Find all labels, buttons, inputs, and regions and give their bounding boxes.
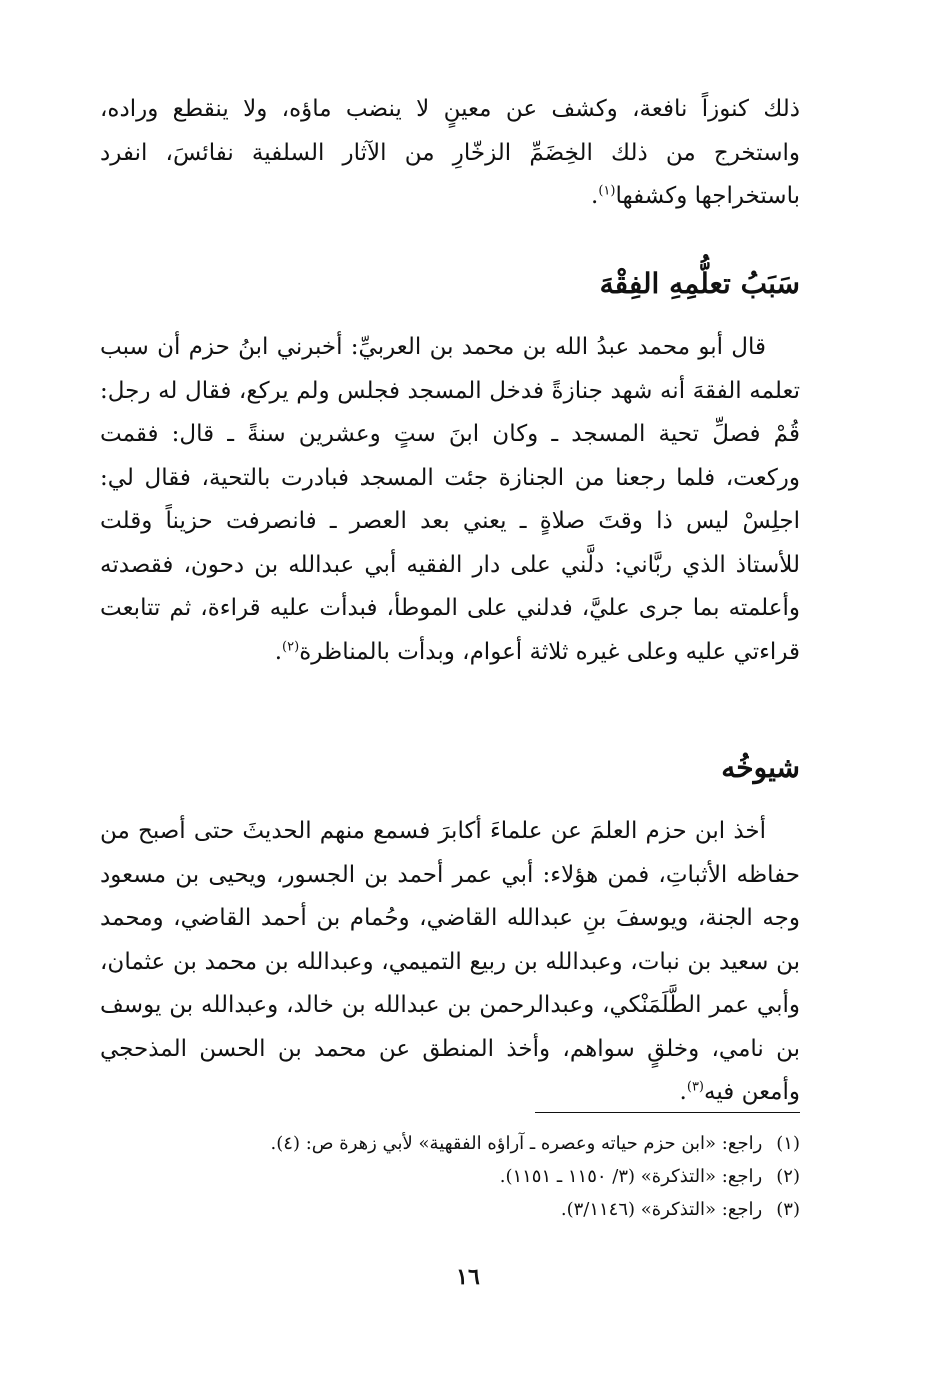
footnote-number: (٢) [776,1166,800,1187]
paragraph-teachers [100,810,800,1116]
footnote-divider [535,1112,800,1113]
footnote-text: راجع: «التذكرة» (٣/ ١١٥٠ ـ ١١٥١). [499,1166,763,1187]
paragraph-end: . [591,183,599,209]
paragraph-end: . [274,638,283,665]
footnote-item [180,1193,800,1226]
footnote-reference[interactable]: (٣) [686,1079,704,1095]
footnote-number: (٣) [776,1199,800,1220]
paragraph-intro-continuation [100,88,800,220]
footnote-text: راجع: «التذكرة» (٣/١١٤٦). [560,1199,763,1220]
paragraph-fiqh-story [100,326,800,718]
footnote-number: (١) [776,1133,800,1154]
footnotes-section [180,1127,800,1226]
paragraph-text: ذلك كنوزاً نافعة، وكشف عن معينٍ لا ينضب ماؤه، ولا ينقطع وراده، واستخرج من ذلك الخِضَمِّ الزخّارِ من الآثار السلفية نفائسَ، انفرد باستخراجها وكشفها [100,96,800,209]
footnote-reference[interactable]: (٢) [282,638,300,654]
footnote-item [180,1127,800,1160]
footnote-item [180,1160,800,1193]
paragraph-end: . [679,1079,687,1105]
footnote-text: راجع: «ابن حزم حياته وعصره ـ آراؤه الفقهية» لأبي زهرة ص: (٤). [270,1133,763,1154]
footnote-reference[interactable]: (١) [598,183,616,199]
page-number: ١٦ [456,1264,480,1290]
paragraph-text: قال أبو محمد عبدُ الله بن محمد بن العربيِّ: أخبرني ابنُ حزم أن سبب تعلمه الفقهَ أنه شهد جنازةً فدخل المسجد فجلس ولم يركع، فقال له رجل: قُمْ فصلِّ تحية المسجد ـ وكان ابنَ ستٍ وعشرين سنةً ـ قال: فقمت وركعت، فلما رجعنا من الجنازة جئت المسجد فبادرت بالتحية، فقال لي: اجلِسْ ليس ذا وقتَ صلاةٍ ـ يعني بعد العصر ـ فانصرفت حزيناً وقلت للأستاذ الذي ربَّاني: دلَّني على دار الفقيه أبي عبدالله بن دحون، فقصدته وأعلمته بما جرى عليَّ، فدلني على الموطأ، فبدأت عليه قراءة، ثم تتابعت قراءتي عليه وعلى غيره ثلاثة أعوام، وبدأت بالمناظرة [100,334,800,665]
paragraph-text: أخذ ابن حزم العلمَ عن علماءَ أكابرَ فسمع منهم الحديثَ حتى أصبح من حفاظه الأثباتِ، فمن هؤلاء: أبي عمر أحمد بن الجسور، ويحيى بن مسعود وجه الجنة، ويوسفَ بنِ عبدالله القاضي، وحُمام بن أحمد القاضي، ومحمد بن سعيد بن نبات، وعبدالله بن ربيع التميمي، وعبدالله بن محمد بن عثمان، وأبي عمر الطَّلَمَنْكي، وعبدالرحمن بن عبدالله بن خالد، وعبدالله بن يوسف بن نامي، وخلقٍ سواهم، وأخذ المنطق عن محمد بن الحسن المذحجي وأمعن فيه [100,818,800,1105]
section-heading-teachers: شيوخُه [721,751,800,784]
section-heading-fiqh: سَبَبُ تعلُّمِهِ الفِقْهَ [599,267,800,300]
page-content [100,88,800,1116]
